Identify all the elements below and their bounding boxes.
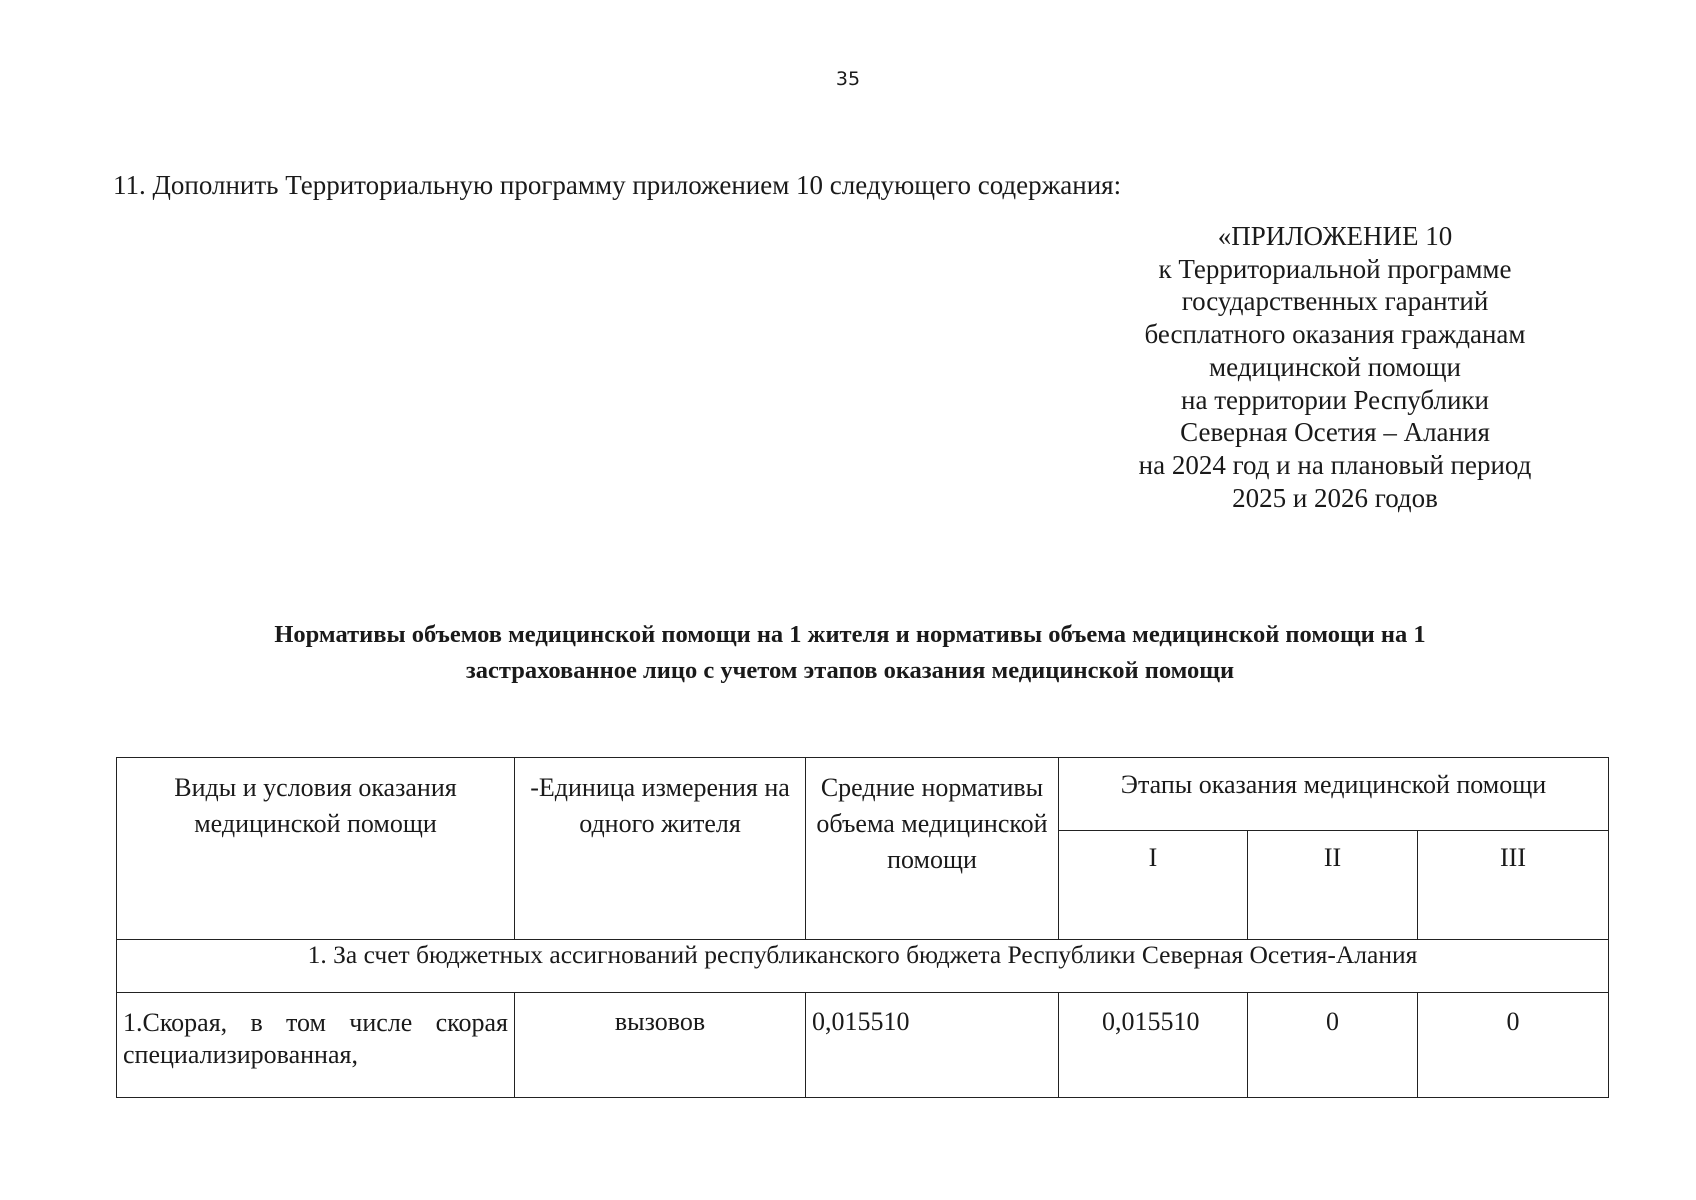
appendix-line: бесплатного оказания гражданам [1144, 319, 1526, 350]
norms-table [116, 757, 1609, 1098]
cell-kind: 1.Скорая, в том числе скорая специализированная, [117, 993, 515, 1098]
header-stage-2: II [1248, 831, 1418, 940]
appendix-line: на территории Республики [1181, 384, 1489, 415]
header-unit: -Единица измерения на одного жителя [515, 758, 806, 940]
header-stage-1: I [1059, 831, 1248, 940]
cell-average: 0,015510 [806, 993, 1059, 1098]
appendix-line: «ПРИЛОЖЕНИЕ 10 [1217, 221, 1453, 251]
table-header-row [117, 758, 1609, 831]
document-title [140, 617, 1560, 689]
section-title: 1. За счет бюджетных ассигнований республиканского бюджета Республики Северная Осетия-Алания [117, 940, 1609, 993]
header-stages: Этапы оказания медицинской помощи [1059, 758, 1609, 831]
header-stage-3: III [1418, 831, 1609, 940]
header-kinds: Виды и условия оказания медицинской помощи [117, 758, 515, 940]
appendix-line: 2025 и 2026 годов [1232, 482, 1438, 513]
document-title-line-2: застрахованное лицо с учетом этапов оказания медицинской помощи [465, 657, 1235, 684]
appendix-line: медицинской помощи [1209, 351, 1461, 382]
appendix-line: на 2024 год и на плановый период [1138, 449, 1532, 480]
cell-stage-1: 0,015510 [1059, 993, 1248, 1098]
cell-stage-3: 0 [1418, 993, 1609, 1098]
appendix-line: Северная Осетия – Алания [1180, 417, 1490, 448]
appendix-heading [1120, 220, 1550, 514]
intro-paragraph: 11. Дополнить Территориальную программу приложением 10 следующего содержания: [113, 170, 1122, 200]
page-number: 35 [835, 68, 861, 90]
section-row [117, 940, 1609, 993]
cell-stage-2: 0 [1248, 993, 1418, 1098]
document-title-line-1: Нормативы объемов медицинской помощи на 1 жителя и нормативы объема медицинской помощи на 1 [274, 621, 1426, 648]
cell-unit: вызовов [515, 993, 806, 1098]
header-average-norms: Средние нормативы объема медицинской помощи [806, 758, 1059, 940]
appendix-line: государственных гарантий [1181, 286, 1489, 317]
table-row [117, 993, 1609, 1098]
appendix-line: к Территориальной программе [1158, 253, 1512, 284]
